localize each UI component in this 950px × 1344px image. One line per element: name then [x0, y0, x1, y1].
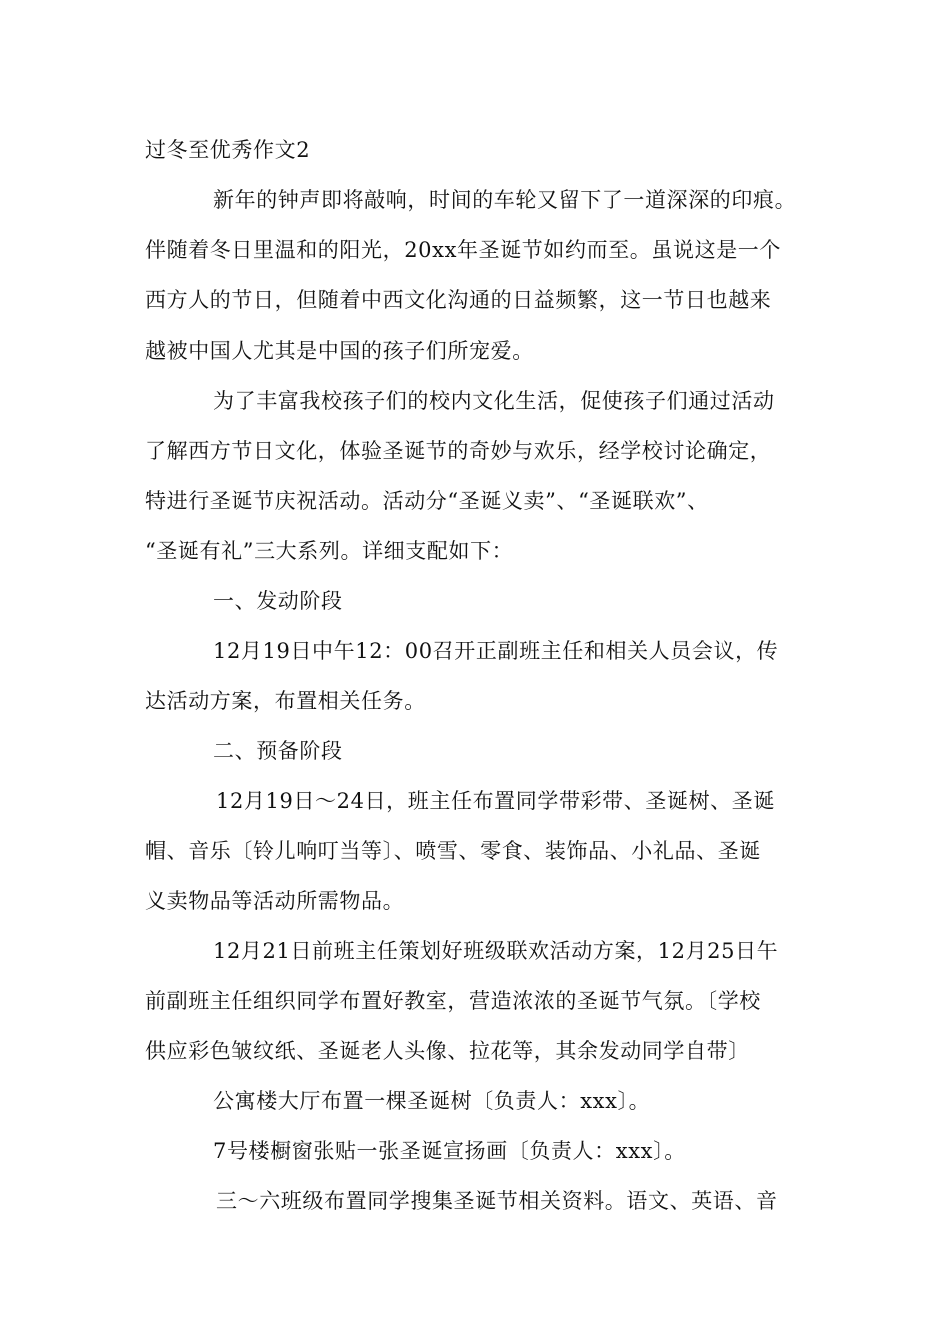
document-title: 过冬至优秀作文2	[145, 138, 311, 162]
section-heading-2: 二、预备阶段	[213, 739, 343, 763]
paragraph-2-line-2: 了解西方节日文化，体验圣诞节的奇妙与欢乐，经学校讨论确定，	[145, 439, 772, 463]
paragraph-1-line-3: 西方人的节日，但随着中西文化沟通的日益频繁，这一节日也越来	[145, 288, 772, 312]
paragraph-7-line-1: 7号楼橱窗张贴一张圣诞宣扬画〔负责人：xxx〕。	[213, 1139, 686, 1163]
paragraph-2-line-4: “圣诞有礼”三大系列。详细支配如下：	[145, 539, 514, 563]
paragraph-1-line-2: 伴随着冬日里温和的阳光，20xx年圣诞节如约而至。虽说这是一个	[145, 238, 782, 262]
paragraph-8-line-1: 三～六班级布置同学搜集圣诞节相关资料。语文、英语、音	[216, 1189, 778, 1213]
paragraph-2-line-3: 特进行圣诞节庆祝活动。活动分“圣诞义卖”、“圣诞联欢”、	[145, 489, 709, 513]
section-heading-1: 一、发动阶段	[213, 589, 343, 613]
paragraph-3-line-2: 达活动方案，布置相关任务。	[145, 689, 426, 713]
paragraph-4-line-2: 帽、音乐〔铃儿响叮当等〕、喷雪、零食、装饰品、小礼品、圣诞	[145, 839, 761, 863]
paragraph-6-line-1: 公寓楼大厅布置一棵圣诞树〔负责人：xxx〕。	[213, 1089, 651, 1113]
paragraph-5-line-3: 供应彩色皱纹纸、圣诞老人头像、拉花等，其余发动同学自带〕	[145, 1039, 750, 1063]
paragraph-5-line-2: 前副班主任组织同学布置好教室，营造浓浓的圣诞节气氛。〔学校	[145, 989, 761, 1013]
paragraph-5-line-1: 12月21日前班主任策划好班级联欢活动方案，12月25日午	[213, 939, 779, 963]
paragraph-1-line-1: 新年的钟声即将敲响，时间的车轮又留下了一道深深的印痕。	[213, 188, 797, 212]
paragraph-3-line-1: 12月19日中午12：00召开正副班主任和相关人员会议，传	[213, 639, 779, 663]
paragraph-4-line-3: 义卖物品等活动所需物品。	[145, 889, 405, 913]
paragraph-1-line-4: 越被中国人尤其是中国的孩子们所宠爱。	[145, 339, 534, 363]
paragraph-2-line-1: 为了丰富我校孩子们的校内文化生活，促使孩子们通过活动	[213, 389, 775, 413]
paragraph-4-line-1: 12月19日～24日，班主任布置同学带彩带、圣诞树、圣诞	[216, 789, 775, 813]
